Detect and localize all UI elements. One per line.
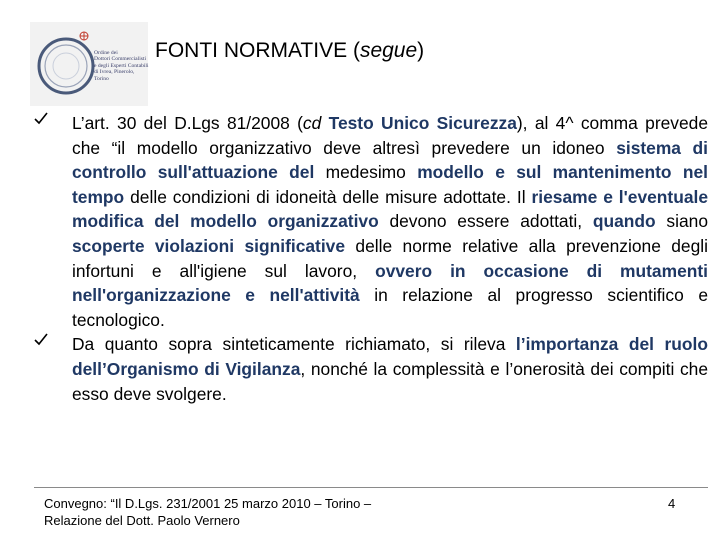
text-run: siano [655,211,709,232]
footer-divider [34,487,708,488]
bullet-text [72,113,708,330]
text-run: L’art. 30 del D.Lgs 81/2008 ( [72,113,303,133]
text-run [321,113,328,133]
logo-line: Ordine dei [94,50,118,56]
highlighted-text: ovvero in occasione di mutamenti nell'organizzazione e nell'attività [72,260,708,306]
title-text: FONTI NORMATIVE ( [155,39,360,62]
footer-line-1: Convegno: “Il D.Lgs. 231/2001 25 marzo 2010 – Torino – [44,496,372,511]
highlighted-text: sistema di controllo sull'attuazione del [72,137,709,183]
text-run: , nonché la complessità e l’onerosità dei compiti che esso deve svolgere. [72,358,708,404]
checkmark-icon [34,332,48,346]
highlighted-text: l’importanza del ruolo dell’Organismo di Vigilanza [72,334,708,379]
highlighted-text: riesame e l'eventuale modifica del modello organizzativo [72,186,708,232]
highlighted-text: scoperte violazioni significative [72,235,346,256]
footer-text [44,495,464,529]
title-italic: segue [359,39,418,62]
logo-line: Dottori Commercialisti [94,56,147,63]
checkmark-icon [34,111,48,125]
text-run: delle condizioni di idoneità delle misure adottate. Il [124,186,532,207]
text-run: delle norme relative alla prevenzione degli infortuni e all'igiene sul lavoro, [72,235,708,281]
highlighted-text: quando [592,211,656,232]
logo-line: e degli Esperti Contabili [94,62,149,69]
page-number: 4 [668,496,676,511]
bullet-item [34,332,708,406]
footer-line-2: Relazione del Dott. Paolo Vernero [44,513,240,528]
highlighted-text: Testo Unico Sicurezza [328,113,517,133]
text-run: ), al 4^ comma prevede che “il modello organizzativo deve altresì prevedere un idoneo [72,113,708,158]
text-run: in relazione al progresso scientifico e tecnologico. [72,285,708,330]
bullet-item [34,111,708,332]
text-run: devono essere adottati, [378,211,593,232]
text-run: cd [302,113,322,133]
organization-logo [30,22,148,106]
text-run: medesimo [314,162,418,183]
highlighted-text: modello e sul mantenimento nel tempo [72,162,708,207]
title-end: ) [417,39,425,62]
bullet-text [72,334,708,403]
slide-body [34,111,708,406]
logo-text [94,50,150,82]
logo-line: di Ivrea, Pinerolo, Torino [94,69,135,82]
text-run: Da quanto sopra sinteticamente richiamato, si rileva [72,334,516,355]
page-title [155,38,424,64]
